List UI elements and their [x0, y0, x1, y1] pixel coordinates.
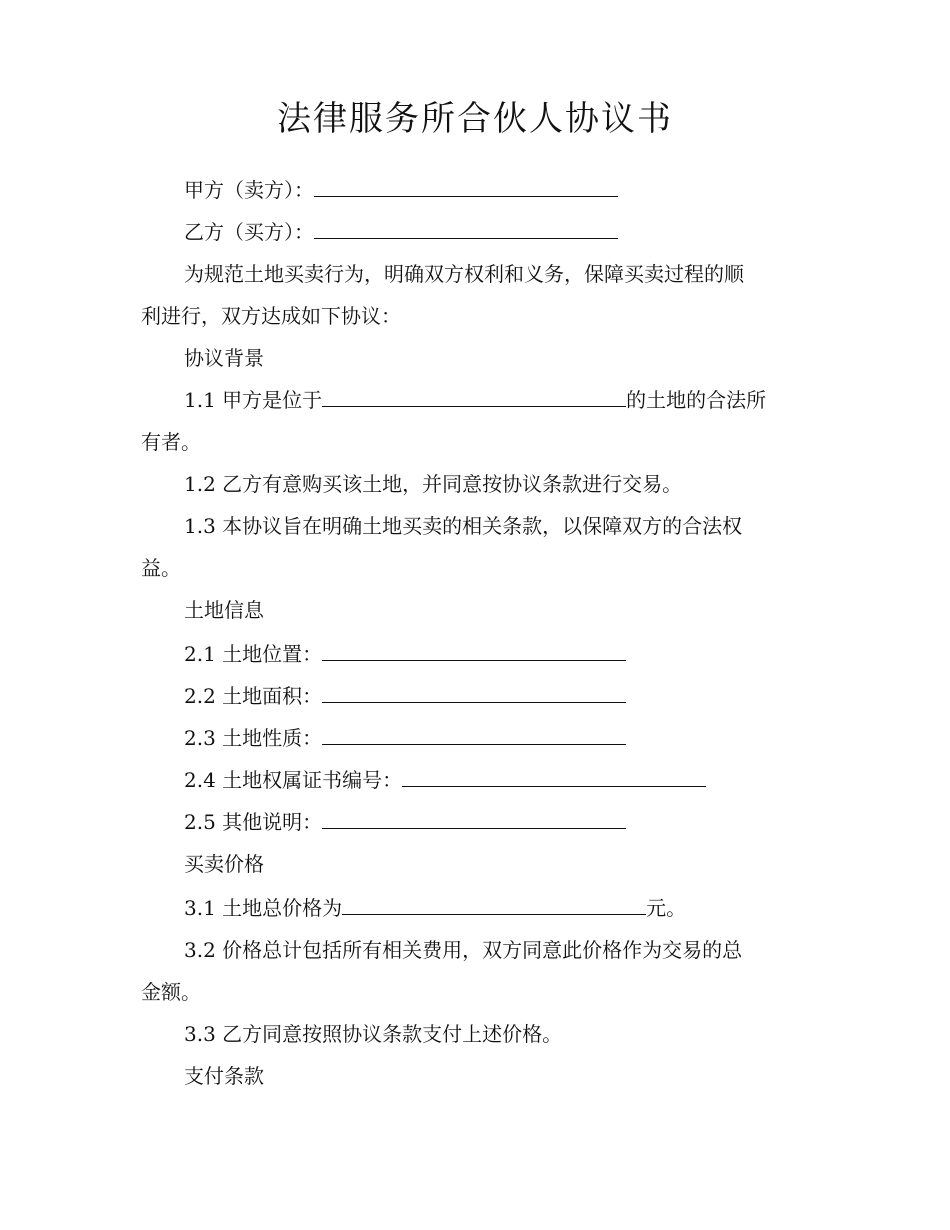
party-a-line	[184, 176, 618, 204]
item-3-1-line	[184, 894, 686, 922]
item-1-1-blank	[322, 386, 626, 407]
section-heading-payment: 支付条款	[184, 1064, 264, 1088]
item-3-1-blank	[342, 894, 646, 915]
item-2-4-blank	[402, 766, 706, 787]
item-2-5-line	[184, 808, 626, 836]
intro-line-1: 为规范土地买卖行为，明确双方权利和义务，保障买卖过程的顺	[184, 262, 744, 286]
item-2-3-label: 2.3 土地性质：	[184, 726, 323, 750]
item-2-3-blank	[322, 724, 626, 745]
section-heading-price: 买卖价格	[184, 852, 264, 876]
party-a-blank	[314, 176, 618, 197]
item-1-2: 1.2 乙方有意购买该土地，并同意按协议条款进行交易。	[184, 472, 683, 496]
item-2-5-blank	[322, 808, 626, 829]
party-a-label: 甲方（卖方）：	[184, 178, 314, 202]
party-b-blank	[314, 218, 618, 239]
item-1-3-line-1: 1.3 本协议旨在明确土地买卖的相关条款，以保障双方的合法权	[184, 514, 743, 538]
item-1-1-suffix: 的土地的合法所	[626, 388, 767, 412]
section-heading-land-info: 土地信息	[184, 598, 264, 622]
item-2-1-line	[184, 640, 626, 668]
item-1-3-line-2: 益。	[141, 556, 181, 580]
document-title: 法律服务所合伙人协议书	[277, 99, 673, 139]
party-b-line	[184, 218, 618, 246]
item-2-3-line	[184, 724, 626, 752]
item-2-1-label: 2.1 土地位置：	[184, 642, 323, 666]
item-2-1-blank	[322, 640, 626, 661]
item-1-1-prefix: 1.1 甲方是位于	[184, 388, 323, 412]
item-3-3: 3.3 乙方同意按照协议条款支付上述价格。	[184, 1022, 563, 1046]
item-2-4-line	[184, 766, 706, 794]
item-2-5-label: 2.5 其他说明：	[184, 810, 323, 834]
party-b-label: 乙方（买方）：	[184, 220, 314, 244]
item-2-2-line	[184, 682, 626, 710]
item-3-2-line-1: 3.2 价格总计包括所有相关费用，双方同意此价格作为交易的总	[184, 938, 743, 962]
item-3-2-line-2: 金额。	[141, 980, 201, 1004]
item-1-1-continuation: 有者。	[141, 430, 201, 454]
item-2-2-blank	[322, 682, 626, 703]
item-1-1-line	[184, 386, 766, 414]
section-heading-background: 协议背景	[184, 346, 264, 370]
item-2-4-label: 2.4 土地权属证书编号：	[184, 768, 403, 792]
item-3-1-suffix: 元。	[646, 896, 687, 920]
item-2-2-label: 2.2 土地面积：	[184, 684, 323, 708]
intro-line-2: 利进行，双方达成如下协议：	[141, 304, 401, 328]
item-3-1-prefix: 3.1 土地总价格为	[184, 896, 343, 920]
